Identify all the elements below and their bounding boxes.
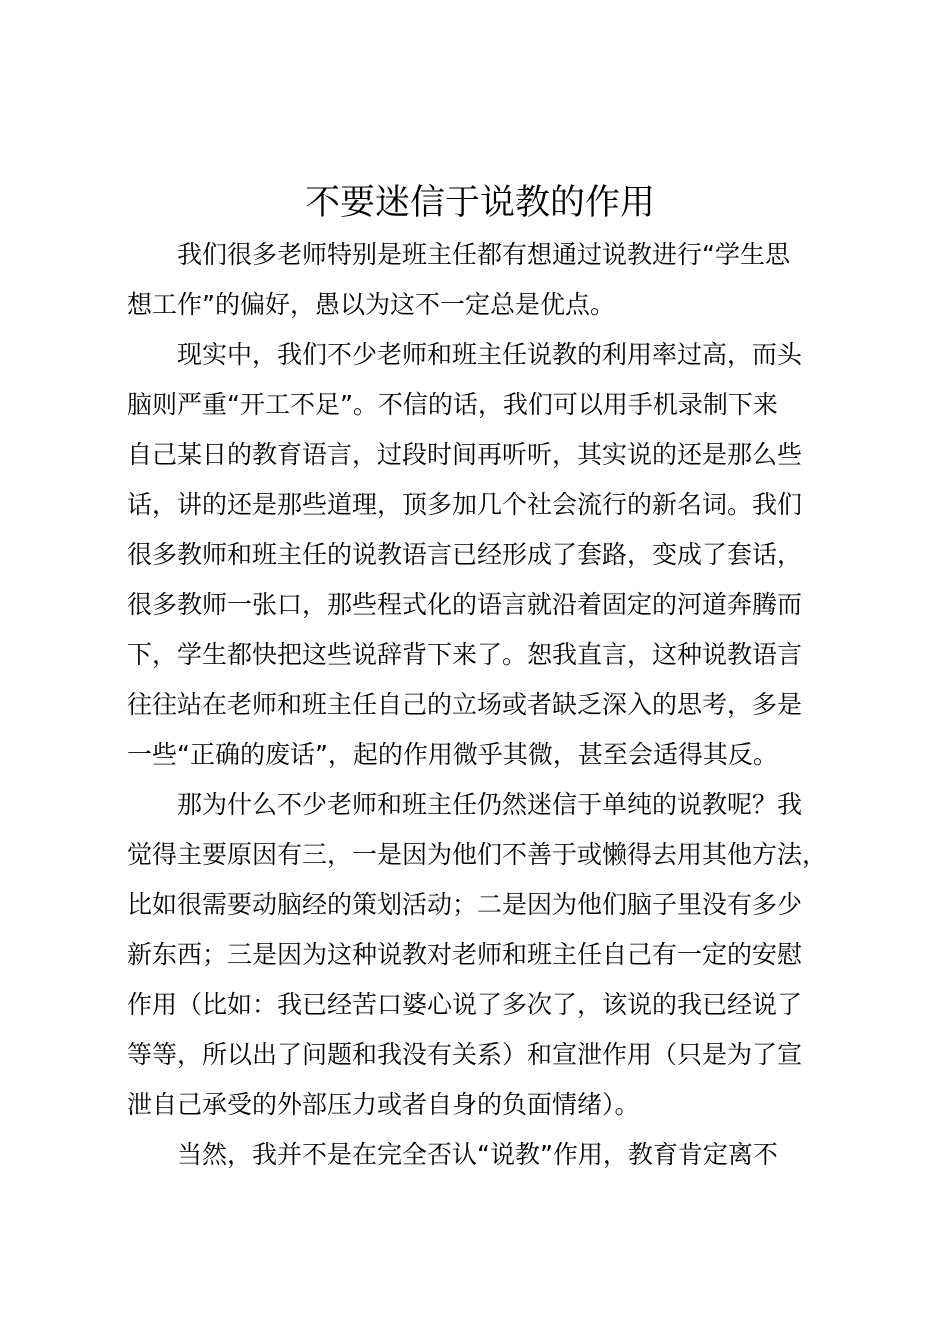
paragraph-2-line-1: 现实中，我们不少老师和班主任说教的利用率过高，而头 <box>177 340 803 369</box>
paragraph-2-line-9: 一些“正确的废话”，起的作用微乎其微，甚至会适得其反。 <box>127 740 778 769</box>
paragraph-2-line-6: 很多教师一张口，那些程式化的语言就沿着固定的河道奔腾而 <box>127 590 803 619</box>
paragraph-2-line-8: 往往站在老师和班主任自己的立场或者缺乏深入的思考，多是 <box>127 690 803 719</box>
paragraph-4-line-1: 当然，我并不是在完全否认“说教”作用，教育肯定离不 <box>177 1140 778 1169</box>
paragraph-3-line-7: 泄自己承受的外部压力或者自身的负面情绪）。 <box>127 1090 640 1119</box>
paragraph-2-line-7: 下，学生都快把这些说辞背下来了。恕我直言，这种说教语言 <box>127 640 803 669</box>
paragraph-3-line-2: 觉得主要原因有三，一是因为他们不善于或懒得去用其他方法， <box>127 840 828 869</box>
paragraph-3-line-6: 等等，所以出了问题和我没有关系）和宣泄作用（只是为了宣 <box>127 1040 803 1069</box>
paragraph-1-line-1: 我们很多老师特别是班主任都有想通过说教进行“学生思 <box>177 240 790 269</box>
paragraph-3-line-4: 新东西；三是因为这种说教对老师和班主任自己有一定的安慰 <box>127 940 803 969</box>
paragraph-2-line-2: 脑则严重“开工不足”。不信的话，我们可以用手机录制下来 <box>127 390 778 419</box>
document-body <box>127 230 833 1180</box>
paragraph-3-line-1: 那为什么不少老师和班主任仍然迷信于单纯的说教呢？我 <box>177 790 803 819</box>
paragraph-3-line-3: 比如很需要动脑经的策划活动；二是因为他们脑子里没有多少 <box>127 890 803 919</box>
paragraph-2-line-3: 自己某日的教育语言，过段时间再听听，其实说的还是那么些 <box>127 440 803 469</box>
document-title: 不要迷信于说教的作用 <box>304 183 655 223</box>
paragraph-3-line-5: 作用（比如：我已经苦口婆心说了多次了，该说的我已经说了 <box>127 990 803 1019</box>
paragraph-2-line-5: 很多教师和班主任的说教语言已经形成了套路，变成了套话， <box>127 540 803 569</box>
paragraph-2-line-4: 话，讲的还是那些道理，顶多加几个社会流行的新名词。我们 <box>127 490 803 519</box>
paragraph-1-line-2: 想工作”的偏好，愚以为这不一定总是优点。 <box>127 290 615 319</box>
